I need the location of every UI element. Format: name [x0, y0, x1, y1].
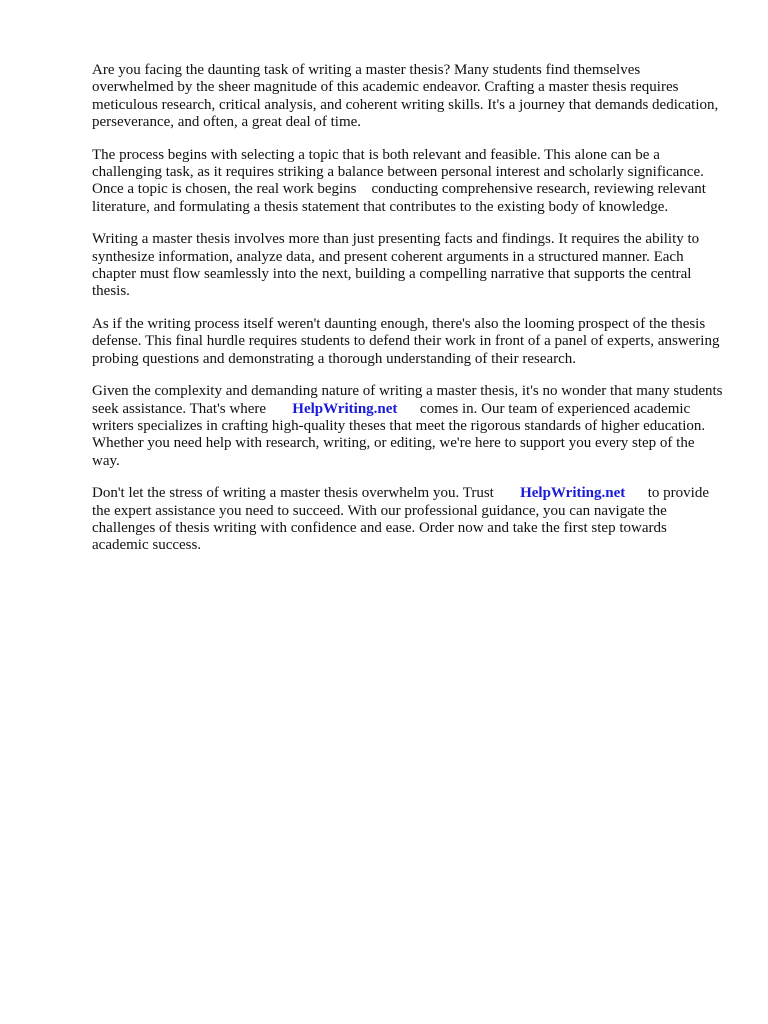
- paragraph-writing: Writing a master thesis involves more than just presenting facts and findings. It requires the ability to synthesize information, analyze data, and present coherent arguments in a structured manner. Each chapter must flow seamlessly into the next, building a compelling narrative that supports the central thesis.: [92, 231, 700, 300]
- paragraph-assistance: [92, 383, 724, 470]
- paragraph-closing-before: Don't let the stress of writing a master thesis overwhelm you. Trust: [92, 485, 521, 502]
- helpwriting-link-2[interactable]: HelpWriting.net: [520, 485, 626, 502]
- paragraph-intro: Are you facing the daunting task of writing a master thesis? Many students find themselves overwhelmed by the sheer magnitude of this academic endeavor. Crafting a master thesis requires meticulous research, critical analysis, and coherent writing skills. It's a journey that demands dedication, perseverance, and often, a great deal of time.: [92, 62, 719, 131]
- paragraph-process: The process begins with selecting a topic that is both relevant and feasible. This alone can be a challenging task, as it requires striking a balance between personal interest and scholarly significance. Once a topic is chosen, the real work begins conducting comprehensive research, reviewing relevant literature, and formulating a thesis statement that contributes to the existing body of knowledge.: [92, 146, 706, 215]
- paragraph-defense: As if the writing process itself weren't daunting enough, there's also the looming prospect of the thesis defense. This final hurdle requires students to defend their work in front of a panel of experts, answering probing questions and demonstrating a thorough understanding of their research.: [92, 315, 720, 367]
- paragraph-closing: [92, 485, 724, 555]
- paragraph-assistance-after: comes in. Our team of experienced academic writers specializes in crafting high-quality theses that meet the rigorous standards of higher education. Whether you need help with research, writing, or editing, we're here to support you every step of the way.: [92, 400, 706, 469]
- helpwriting-link-1[interactable]: HelpWriting.net: [292, 400, 398, 417]
- paragraph-closing-after: to provide the expert assistance you need to succeed. With our professional guidance, you can navigate the challenges of thesis writing with confidence and ease. Order now and take the first step towards academic success.: [92, 485, 709, 554]
- paragraph-assistance-before: Given the complexity and demanding nature of writing a master thesis, it's no wonder that many students seek assistance. That's where: [92, 383, 723, 417]
- document-body: [92, 62, 724, 570]
